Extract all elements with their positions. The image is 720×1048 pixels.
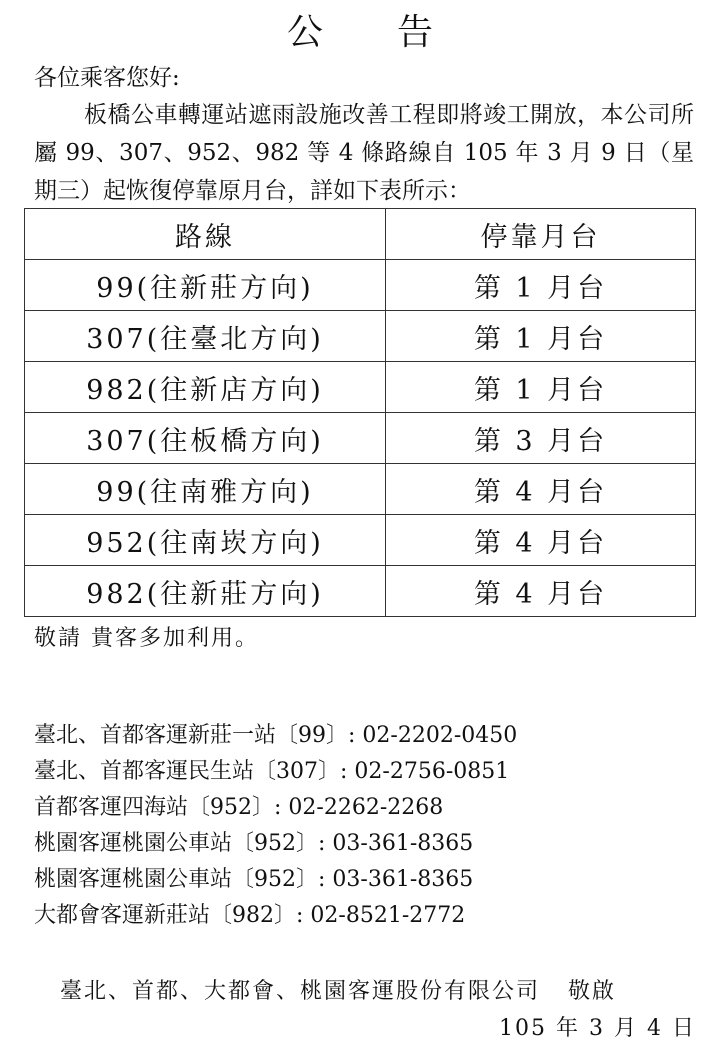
platform-cell: 第 1 月台	[386, 311, 696, 362]
notice-date: 105 年 3 月 4 日	[499, 1016, 696, 1041]
platform-cell: 第 4 月台	[386, 515, 696, 566]
platform-cell: 第 4 月台	[386, 566, 696, 617]
route-cell: 307(往板橋方向)	[25, 413, 386, 464]
intro-paragraph: 板橋公車轉運站遮雨設施改善工程即將竣工開放，本公司所屬 99、307、952、982 等 4 條路線自 105 年 3 月 9 日（星期三）起恢復停靠原月台，詳如下表所示：	[34, 102, 694, 204]
route-cell: 99(往新莊方向)	[25, 260, 386, 311]
platform-cell: 第 3 月台	[386, 413, 696, 464]
table-row	[25, 260, 696, 311]
signature-companies: 臺北、首都、大都會、桃園客運股份有限公司	[60, 979, 541, 1004]
route-cell: 982(往新店方向)	[25, 362, 386, 413]
notice-title: 公告	[286, 12, 507, 53]
platform-column-header: 停靠月台	[386, 209, 696, 260]
table-row	[25, 311, 696, 362]
contact-list	[34, 718, 517, 934]
table-row	[25, 413, 696, 464]
closing-note: 敬請 貴客多加利用。	[34, 626, 259, 651]
route-cell: 307(往臺北方向)	[25, 311, 386, 362]
table-header-row	[25, 209, 696, 260]
contact-item: 臺北、首都客運新莊一站〔99〕: 02-2202-0450	[34, 723, 518, 748]
table-row	[25, 362, 696, 413]
route-cell: 982(往新莊方向)	[25, 566, 386, 617]
route-column-header: 路線	[25, 209, 386, 260]
platform-cell: 第 4 月台	[386, 464, 696, 515]
signature-closing: 敬啟	[568, 979, 617, 1004]
contact-item: 大都會客運新莊站〔982〕: 02-8521-2772	[34, 903, 466, 928]
signature-line	[60, 975, 616, 1009]
route-cell: 952(往南崁方向)	[25, 515, 386, 566]
platform-cell: 第 1 月台	[386, 362, 696, 413]
platform-cell: 第 1 月台	[386, 260, 696, 311]
contact-item: 桃園客運桃園公車站〔952〕: 03-361-8365	[34, 831, 474, 856]
route-cell: 99(往南雅方向)	[25, 464, 386, 515]
table-row	[25, 515, 696, 566]
contact-item: 臺北、首都客運民生站〔307〕: 02-2756-0851	[34, 759, 510, 784]
greeting: 各位乘客您好:	[34, 65, 180, 91]
table-row	[25, 566, 696, 617]
contact-item: 桃園客運桃園公車站〔952〕: 03-361-8365	[34, 867, 474, 892]
contact-item: 首都客運四海站〔952〕: 02-2262-2268	[34, 795, 444, 820]
table-row	[25, 464, 696, 515]
route-platform-table	[24, 208, 696, 617]
